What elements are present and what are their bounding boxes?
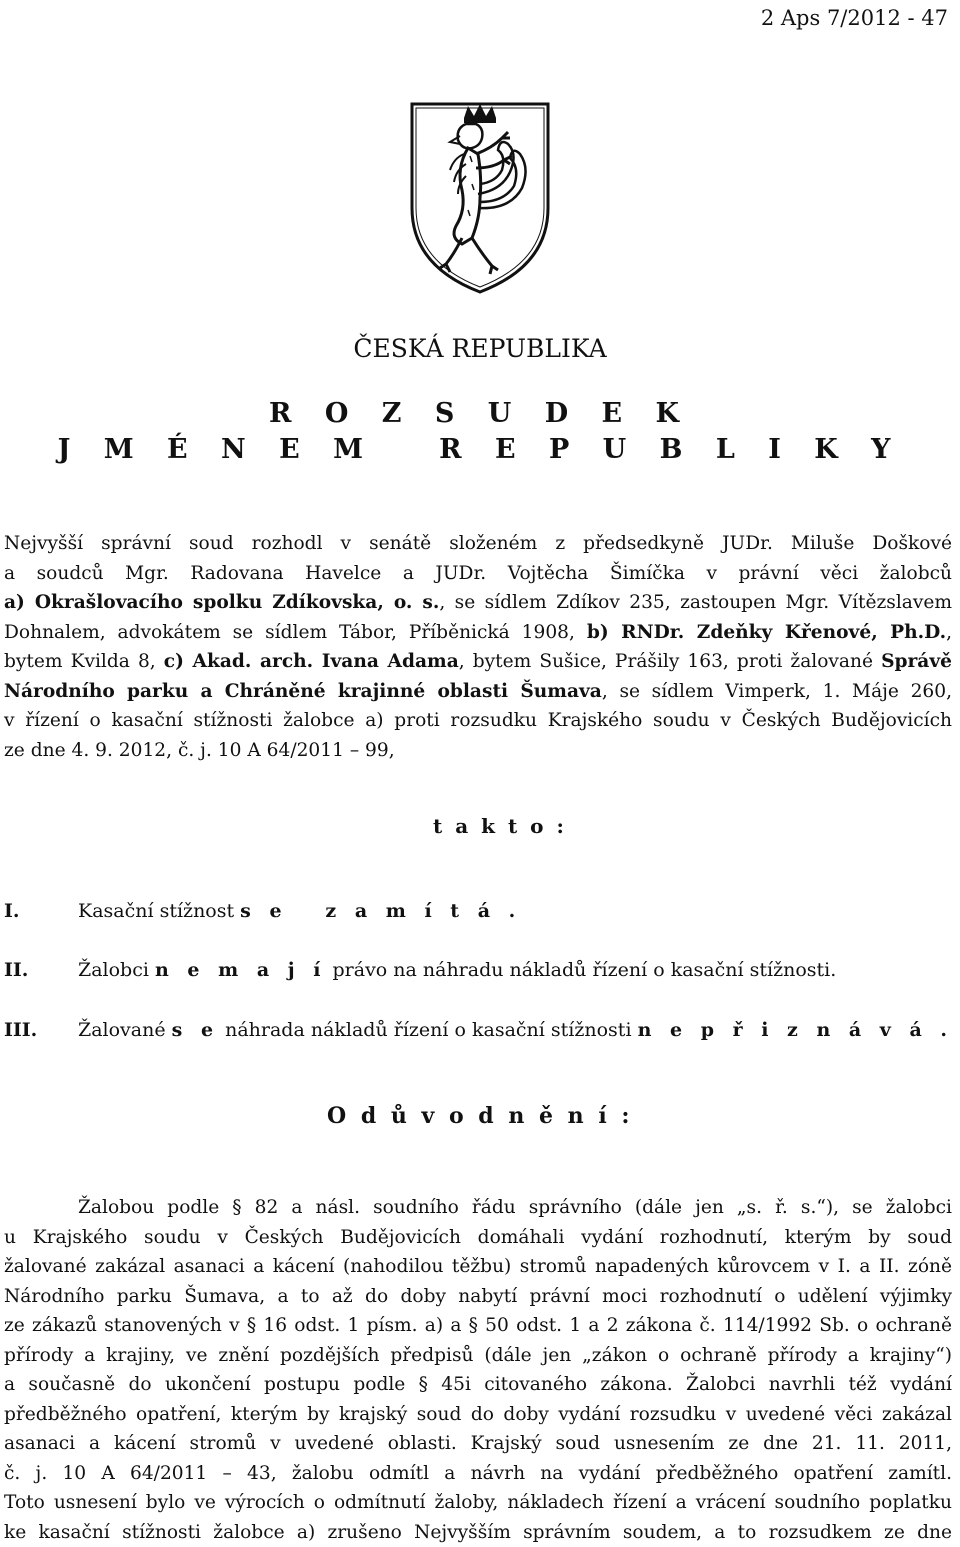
plaintiff-b-name: b) RNDr. Zdeňky Křenové, Ph.D. — [587, 622, 946, 643]
reasoning-line: Toto usnesení bylo ve výrocích o odmítnutí žaloby, nákladech řízení a vrácení soudního poplatku — [4, 1488, 952, 1518]
reasoning-line: Žalobou podle § 82 a násl. soudního řádu správního (dále jen „s. ř. s.“), se žalobci — [4, 1193, 952, 1223]
verdict-item-1 — [4, 900, 521, 922]
intro-line — [4, 588, 952, 618]
reasoning-line: a současně do ukončení postupu podle § 45i citovaného zákona. Žalobci navrhli též vydání — [4, 1370, 952, 1400]
defendant-name-start: Správě — [881, 651, 952, 672]
case-number: 2 Aps 7/2012 - 47 — [761, 6, 948, 30]
intro-line: a soudců Mgr. Radovana Havelce a JUDr. Vojtěcha Šimíčka v právní věci žalobců — [4, 559, 952, 589]
reasoning-line: ze zákazů stanovených v § 16 odst. 1 písm. a) a § 50 odst. 1 a 2 zákona č. 114/1992 Sb. o ochraně — [4, 1311, 952, 1341]
intro-line: Nejvyšší správní soud rozhodl v senátě složeném z předsedkyně JUDr. Miluše Doškové — [4, 529, 952, 559]
document-title: R O Z S U D E K — [0, 398, 960, 429]
verdict-text: Kasační stížnost — [78, 900, 240, 922]
intro-text: Dohnalem, advokátem se sídlem Tábor, Příběnická 1908, — [4, 622, 587, 643]
verdict-number: I. — [4, 900, 78, 922]
intro-text: , se sídlem Vimperk, 1. Máje 260, — [602, 681, 952, 702]
intro-paragraph — [4, 529, 952, 765]
reasoning-line: žalované zakázal asanaci a kácení (nahodilou těžbu) stromů napadených kůrovcem v I. a II. zóně — [4, 1252, 952, 1282]
reasoning-line: asanaci a kácení stromů v uvedené oblasti. Krajský soud usnesením ze dne 21. 11. 2011, — [4, 1429, 952, 1459]
verdict-item-2 — [4, 959, 836, 981]
reasoning-line: u Krajského soudu v Českých Budějovicích domáhali vydání rozhodnutí, kterým by soud — [4, 1223, 952, 1253]
document-subtitle: J M É N E M R E P U B L I K Y — [0, 434, 960, 465]
plaintiff-a-name: a) Okrašlovacího spolku Zdíkovska, o. s. — [4, 592, 439, 613]
reasoning-line: č. j. 10 A 64/2011 – 43, žalobu odmítl a návrh na vydání předběžného opatření zamítl. — [4, 1459, 952, 1489]
intro-line: v řízení o kasační stížnosti žalobce a) proti rozsudku Krajského soudu v Českých Budějovicích — [4, 706, 952, 736]
verdict-emphasis: n e m a j í — [155, 959, 326, 981]
verdict-text: Žalobci — [78, 959, 155, 981]
country-heading: ČESKÁ REPUBLIKA — [0, 334, 960, 363]
intro-line — [4, 647, 952, 677]
verdict-text: právo na náhradu nákladů řízení o kasační stížnosti. — [326, 959, 836, 981]
intro-line: ze dne 4. 9. 2012, č. j. 10 A 64/2011 – 99, — [4, 736, 952, 766]
intro-text: bytem Kvilda 8, — [4, 651, 164, 672]
verdict-text: náhrada nákladů řízení o kasační stížnosti — [219, 1019, 638, 1041]
reasoning-line: ke kasační stížnosti žalobce a) zrušeno Nejvyšším správním soudem, a to rozsudkem ze dne — [4, 1518, 952, 1547]
intro-line — [4, 618, 952, 648]
takto-heading: t a k t o : — [433, 814, 567, 838]
verdict-number: II. — [4, 959, 78, 981]
verdict-emphasis: s e z a m í t á . — [240, 900, 521, 922]
verdict-text: Žalované — [78, 1019, 172, 1041]
intro-line — [4, 677, 952, 707]
intro-text: , se sídlem Zdíkov 235, zastoupen Mgr. Vítězslavem — [439, 592, 952, 613]
reasoning-heading: O d ů v o d n ě n í : — [0, 1103, 960, 1129]
intro-text: , — [946, 622, 952, 643]
reasoning-line: Národního parku Šumava, a to až do doby nabytí právní moci rozhodnutí o udělení výjimky — [4, 1282, 952, 1312]
intro-text: , bytem Sušice, Prášily 163, proti žalované — [459, 651, 881, 672]
reasoning-line: předběžného opatření, kterým by krajský soud do doby vydání rozsudku v uvedené věci zakázal — [4, 1400, 952, 1430]
verdict-number: III. — [4, 1019, 78, 1041]
plaintiff-c-name: c) Akad. arch. Ivana Adama — [164, 651, 459, 672]
verdict-emphasis: s e — [172, 1019, 219, 1041]
defendant-name: Národního parku a Chráněné krajinné oblasti Šumava — [4, 681, 602, 702]
verdict-item-3 — [4, 1019, 953, 1041]
reasoning-line: přírody a krajiny, ve znění pozdějších předpisů (dále jen „zákon o ochraně přírody a krajiny“) — [4, 1341, 952, 1371]
reasoning-paragraph — [4, 1193, 952, 1547]
verdict-emphasis: n e p ř i z n á v á . — [638, 1019, 953, 1041]
czech-lion-coat-of-arms-icon — [406, 98, 554, 296]
